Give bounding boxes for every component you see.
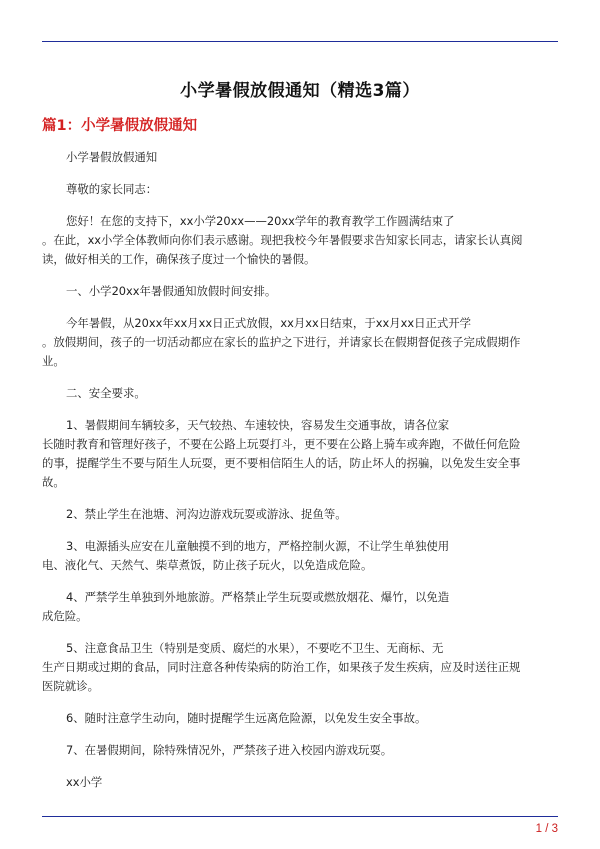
header-rule (42, 41, 558, 42)
paragraph-line: 4、严禁学生单独到外地旅游。严格禁止学生玩耍或燃放烟花、爆竹，以免造 (66, 590, 450, 604)
paragraph (42, 384, 558, 403)
paragraph-line: 。放假期间，孩子的一切活动都应在家长的监护之下进行，并请家长在假期督促孩子完成假期作 (42, 335, 521, 349)
paragraph (42, 282, 558, 301)
paragraph (42, 709, 558, 728)
paragraph (42, 537, 558, 575)
document-title: 小学暑假放假通知（精选3篇） (180, 81, 420, 101)
paragraph-line: 医院就诊。 (42, 679, 99, 693)
paragraph (42, 505, 558, 524)
paragraph-line: 电、液化气、天然气、柴草煮饭，防止孩子玩火，以免造成危险。 (42, 558, 373, 572)
paragraph (42, 741, 558, 760)
document-body (42, 148, 558, 805)
paragraph-line: 3、电源插头应安在儿童触摸不到的地方，严格控制火源，不让学生单独使用 (66, 539, 450, 553)
paragraph (42, 416, 558, 492)
footer-rule (42, 816, 558, 817)
paragraph-line: 二、安全要求。 (66, 386, 146, 400)
paragraph-line: 6、随时注意学生动向，随时提醒学生远离危险源，以免发生安全事故。 (66, 711, 427, 725)
paragraph-line: xx小学 (66, 775, 103, 789)
paragraph-line: 今年暑假，从20xx年xx月xx日正式放假，xx月xx日结束，于xx月xx日正式开学 (66, 316, 472, 330)
paragraph-line: 生产日期或过期的食品，同时注意各种传染病的防治工作，如果孩子发生疾病，应及时送往正规 (42, 660, 521, 674)
paragraph-line: 小学暑假放假通知 (66, 150, 158, 164)
paragraph-line: 长随时教育和管理好孩子，不要在公路上玩耍打斗，更不要在公路上骑车或奔跑，不做任何危险 (42, 437, 521, 451)
paragraph (42, 148, 558, 167)
paragraph-line: 业。 (42, 354, 65, 368)
paragraph-line: 成危险。 (42, 609, 88, 623)
paragraph-line: 一、小学20xx年暑假通知放假时间安排。 (66, 284, 277, 298)
paragraph (42, 588, 558, 626)
paragraph-line: 读，做好相关的工作，确保孩子度过一个愉快的暑假。 (42, 252, 316, 266)
paragraph-line: 5、注意食品卫生（特别是变质、腐烂的水果），不要吃不卫生、无商标、无 (66, 641, 444, 655)
paragraph-line: 的事，提醒学生不要与陌生人玩耍，更不要相信陌生人的话，防止坏人的拐骗，以免发生安全事 (42, 456, 521, 470)
paragraph-line: 2、禁止学生在池塘、河沟边游戏玩耍或游泳、捉鱼等。 (66, 507, 347, 521)
paragraph (42, 639, 558, 696)
paragraph-line: 。在此，xx小学全体教师向你们表示感谢。现把我校今年暑假要求告知家长同志，请家长认真阅 (42, 233, 523, 247)
paragraph-line: 1、暑假期间车辆较多，天气较热、车速较快，容易发生交通事故，请各位家 (66, 418, 450, 432)
paragraph (42, 212, 558, 269)
paragraph (42, 180, 558, 199)
paragraph-line: 故。 (42, 475, 65, 489)
paragraph (42, 314, 558, 371)
paragraph-line: 尊敬的家长同志： (66, 182, 158, 196)
paragraph-line: 7、在暑假期间，除特殊情况外，严禁孩子进入校园内游戏玩耍。 (66, 743, 393, 757)
page-number: 1 / 3 (535, 823, 558, 835)
paragraph-line: 您好！在您的支持下，xx小学20xx——20xx学年的教育教学工作圆满结束了 (66, 214, 455, 228)
paragraph (42, 773, 558, 792)
section-title: 篇1：小学暑假放假通知 (42, 118, 198, 134)
